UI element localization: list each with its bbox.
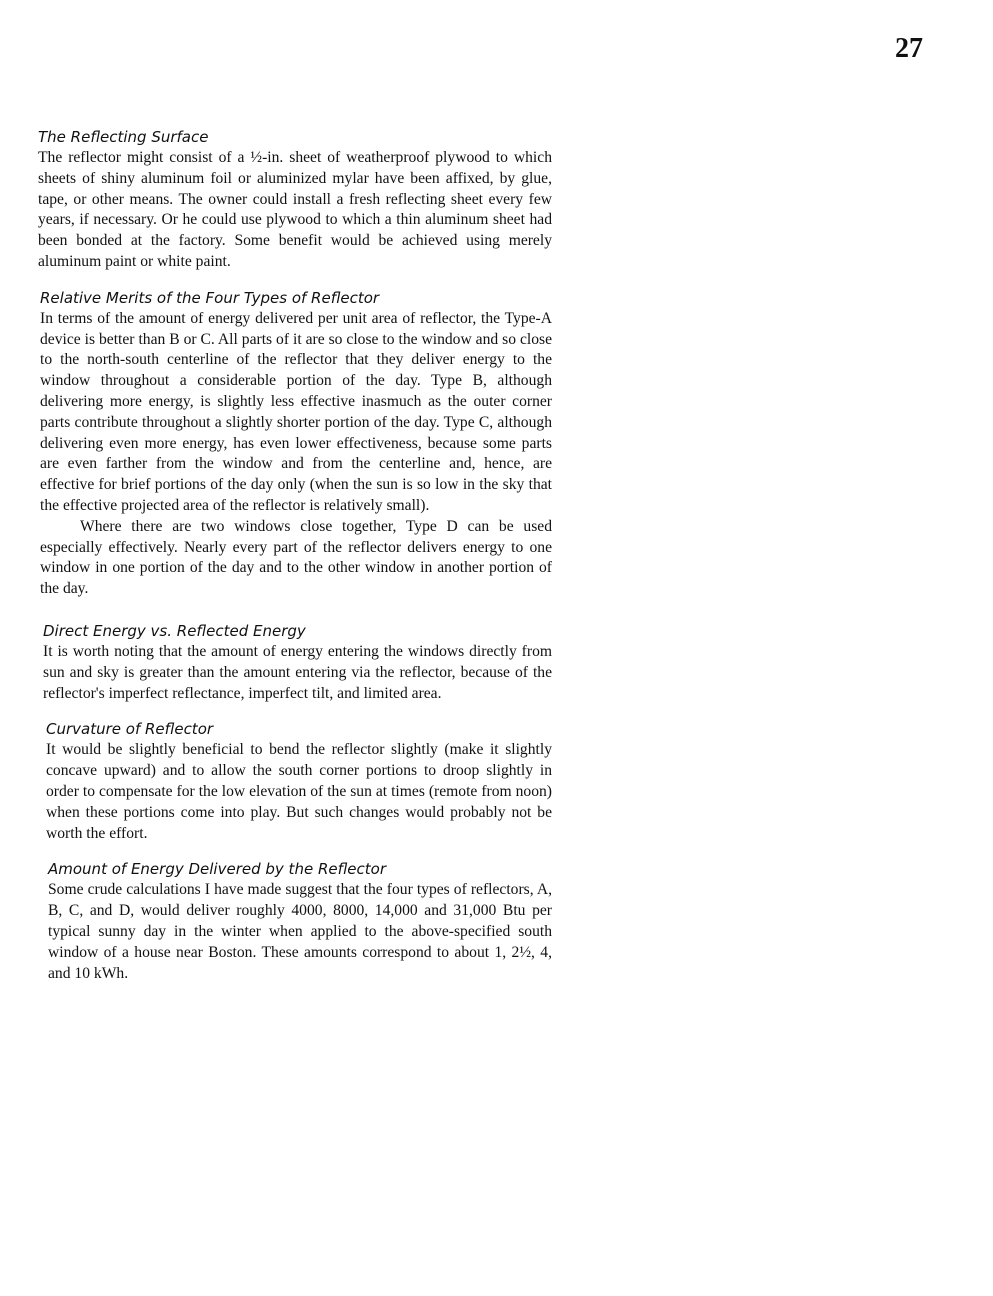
section-heading: Direct Energy vs. Reflected Energy <box>43 621 306 640</box>
section-relative-merits <box>40 287 552 600</box>
section-reflecting-surface <box>38 126 552 273</box>
paragraph: Some crude calculations I have made suggest that the four types of reflectors, A, B, C, and D, would deliver roughly 4000, 8000, 14,000 and 31,000 Btu per typical sunny day in the winter when applied to the above-specified south window of a house near Boston. These amounts correspond to about 1, 2½, 4, and 10 kWh. <box>48 881 552 982</box>
page-body <box>38 126 552 998</box>
section-heading: Curvature of Reflector <box>46 720 214 739</box>
page-number: 27 <box>895 33 923 64</box>
paragraph: The reflector might consist of a ½-in. sheet of weatherproof plywood to which sheets of shiny aluminum foil or aluminized mylar have been affixed, by glue, tape, or other means. The owner could install a fresh reflecting sheet every few years, if necessary. Or he could use plywood to which a thin aluminum sheet had been bonded at the factory. Some benefit would be achieved using merely aluminum paint or white paint. <box>38 149 552 270</box>
section-heading: The Reflecting Surface <box>38 128 209 146</box>
section-heading: Relative Merits of the Four Types of Reflector <box>40 288 380 307</box>
section-curvature <box>46 718 552 844</box>
section-heading: Amount of Energy Delivered by the Reflector <box>48 860 386 879</box>
section-direct-vs-reflected <box>43 620 552 704</box>
paragraph: It is worth noting that the amount of energy entering the windows directly from sun and sky is greater than the amount entering via the reflector, because of the reflector's imperfect reflectance, imperfect tilt, and limited area. <box>43 642 552 702</box>
section-amount-of-energy <box>48 858 552 984</box>
paragraph: Where there are two windows close together, Type D can be used especially effectively. Nearly every part of the reflector delivers energy to one window in one portion of the day and to the other window in another portion of the day. <box>40 517 552 598</box>
paragraph: In terms of the amount of energy delivered per unit area of reflector, the Type-A device is better than B or C. All parts of it are so close to the window and so close to the north-south centerline of the reflector that they deliver energy to the window throughout a considerable portion of the day. Type B, although delivering more energy, is slightly less effective inasmuch as the outer corner parts contribute throughout a slightly shorter portion of the day. Type C, although delivering even more energy, has even lower effectiveness, because some parts are even farther from the window and from the centerline and, hence, are effective for brief portions of the day only (when the sun is so low in the sky that the effective projected area of the reflector is relatively small). <box>40 309 552 514</box>
paragraph: It would be slightly beneficial to bend the reflector slightly (make it slightly concave upward) and to allow the south corner portions to droop slightly in order to compensate for the low elevation of the sun at times (remote from noon) when these portions come into play. But such changes would probably not be worth the effort. <box>46 741 552 842</box>
